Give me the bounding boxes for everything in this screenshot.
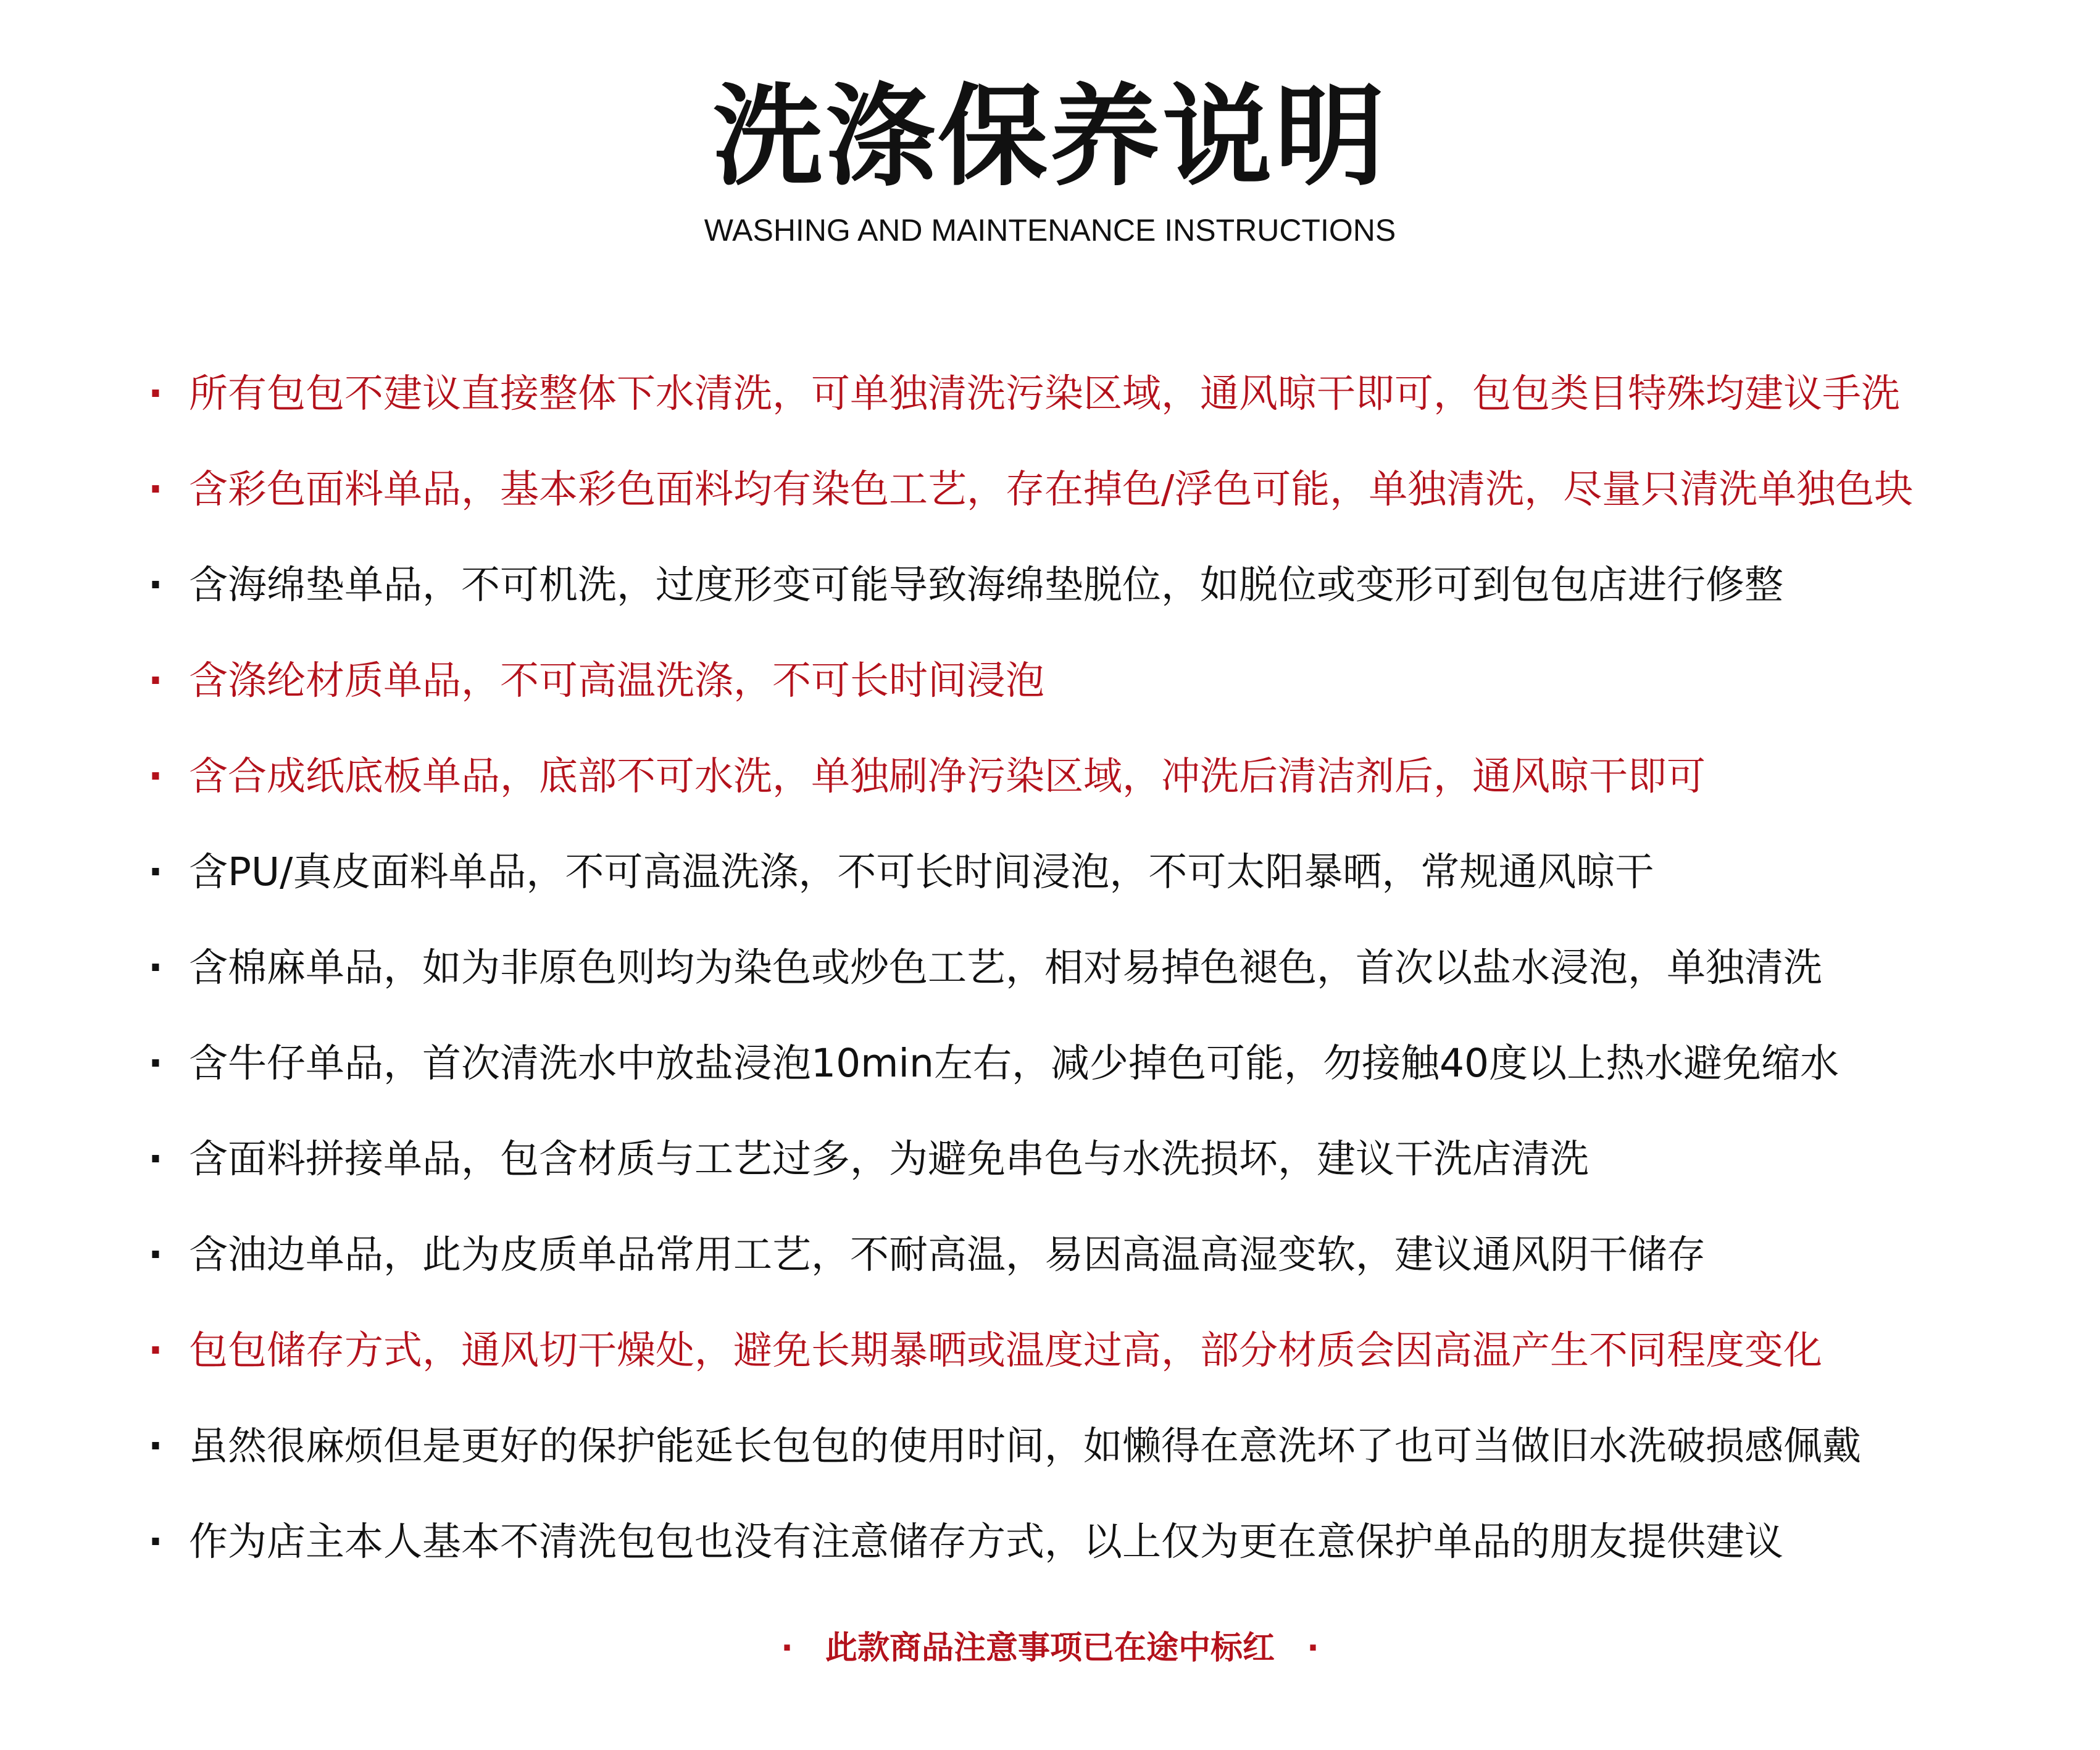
instruction-text: 含合成纸底板单品，底部不可水洗，单独刷净污染区域，冲洗后清洁剂后，通风晾干即可: [189, 753, 1706, 799]
bullet-dot: ·: [148, 657, 163, 703]
instruction-item: [148, 1302, 2062, 1398]
bullet-dot: ·: [148, 753, 163, 799]
instruction-item: [148, 824, 2062, 920]
bullet-dot: ·: [148, 562, 163, 607]
instruction-text: 包包储存方式，通风切干燥处，避免长期暴晒或温度过高，部分材质会因高温产生不同程度变化: [189, 1327, 1822, 1373]
bullet-dot: ·: [148, 1231, 163, 1277]
instruction-text: 所有包包不建议直接整体下水清洗，可单独清洗污染区域，通风晾干即可，包包类目特殊均建议手洗: [189, 370, 1900, 416]
bullet-dot: ·: [148, 370, 163, 416]
instruction-item: [148, 346, 2062, 441]
footer-left-dot: ·: [781, 1630, 793, 1667]
instruction-text: 作为店主本人基本不清洗包包也没有注意储存方式，以上仅为更在意保护单品的朋友提供建议: [189, 1519, 1783, 1564]
instruction-text: 含棉麻单品，如为非原色则均为染色或炒色工艺，相对易掉色褪色，首次以盐水浸泡，单独清洗: [189, 944, 1822, 990]
bullet-dot: ·: [148, 1040, 163, 1086]
instruction-item: [148, 1398, 2062, 1494]
instruction-text: 含面料拼接单品，包含材质与工艺过多，为避免串色与水洗损坏，建议干洗店清洗: [189, 1136, 1589, 1181]
instruction-item: [148, 1015, 2062, 1111]
instruction-list: [148, 346, 2062, 1590]
instruction-text: 含PU/真皮面料单品，不可高温洗涤，不可长时间浸泡，不可太阳暴晒，常规通风晾干: [189, 849, 1654, 894]
bullet-dot: ·: [148, 1327, 163, 1373]
bullet-dot: ·: [148, 944, 163, 990]
instruction-item: [148, 633, 2062, 728]
page-subtitle: WASHING AND MAINTENANCE INSTRUCTIONS: [704, 213, 1396, 248]
bullet-dot: ·: [148, 849, 163, 894]
instruction-text: 含海绵垫单品，不可机洗，过度形变可能导致海绵垫脱位，如脱位或变形可到包包店进行修整: [189, 562, 1783, 607]
instruction-item: [148, 537, 2062, 633]
footer-note: [0, 1620, 2100, 1676]
instruction-item: [148, 441, 2062, 537]
page-title: 洗涤保养说明: [713, 73, 1387, 201]
instruction-item: [148, 1494, 2062, 1590]
bullet-dot: ·: [148, 1136, 163, 1181]
footer-right-dot: ·: [1307, 1630, 1319, 1667]
instruction-text: 含牛仔单品，首次清洗水中放盐浸泡10min左右，减少掉色可能，勿接触40度以上热水避免缩水: [189, 1040, 1840, 1086]
bullet-dot: ·: [148, 466, 163, 512]
bullet-dot: ·: [148, 1423, 163, 1469]
footer-note-text: 此款商品注意事项已在途中标红: [825, 1630, 1275, 1667]
instruction-item: [148, 728, 2062, 824]
instruction-text: 含涤纶材质单品，不可高温洗涤，不可长时间浸泡: [189, 657, 1044, 703]
instruction-text: 含彩色面料单品，基本彩色面料均有染色工艺，存在掉色/浮色可能，单独清洗，尽量只清洗单独色块: [189, 466, 1914, 512]
instruction-item: [148, 1111, 2062, 1207]
instruction-item: [148, 1207, 2062, 1302]
bullet-dot: ·: [148, 1519, 163, 1564]
instruction-text: 虽然很麻烦但是更好的保护能延长包包的使用时间，如懒得在意洗坏了也可当做旧水洗破损感佩戴: [189, 1423, 1861, 1469]
instruction-text: 含油边单品，此为皮质单品常用工艺，不耐高温，易因高温高湿变软，建议通风阴干储存: [189, 1231, 1706, 1277]
instruction-item: [148, 920, 2062, 1015]
